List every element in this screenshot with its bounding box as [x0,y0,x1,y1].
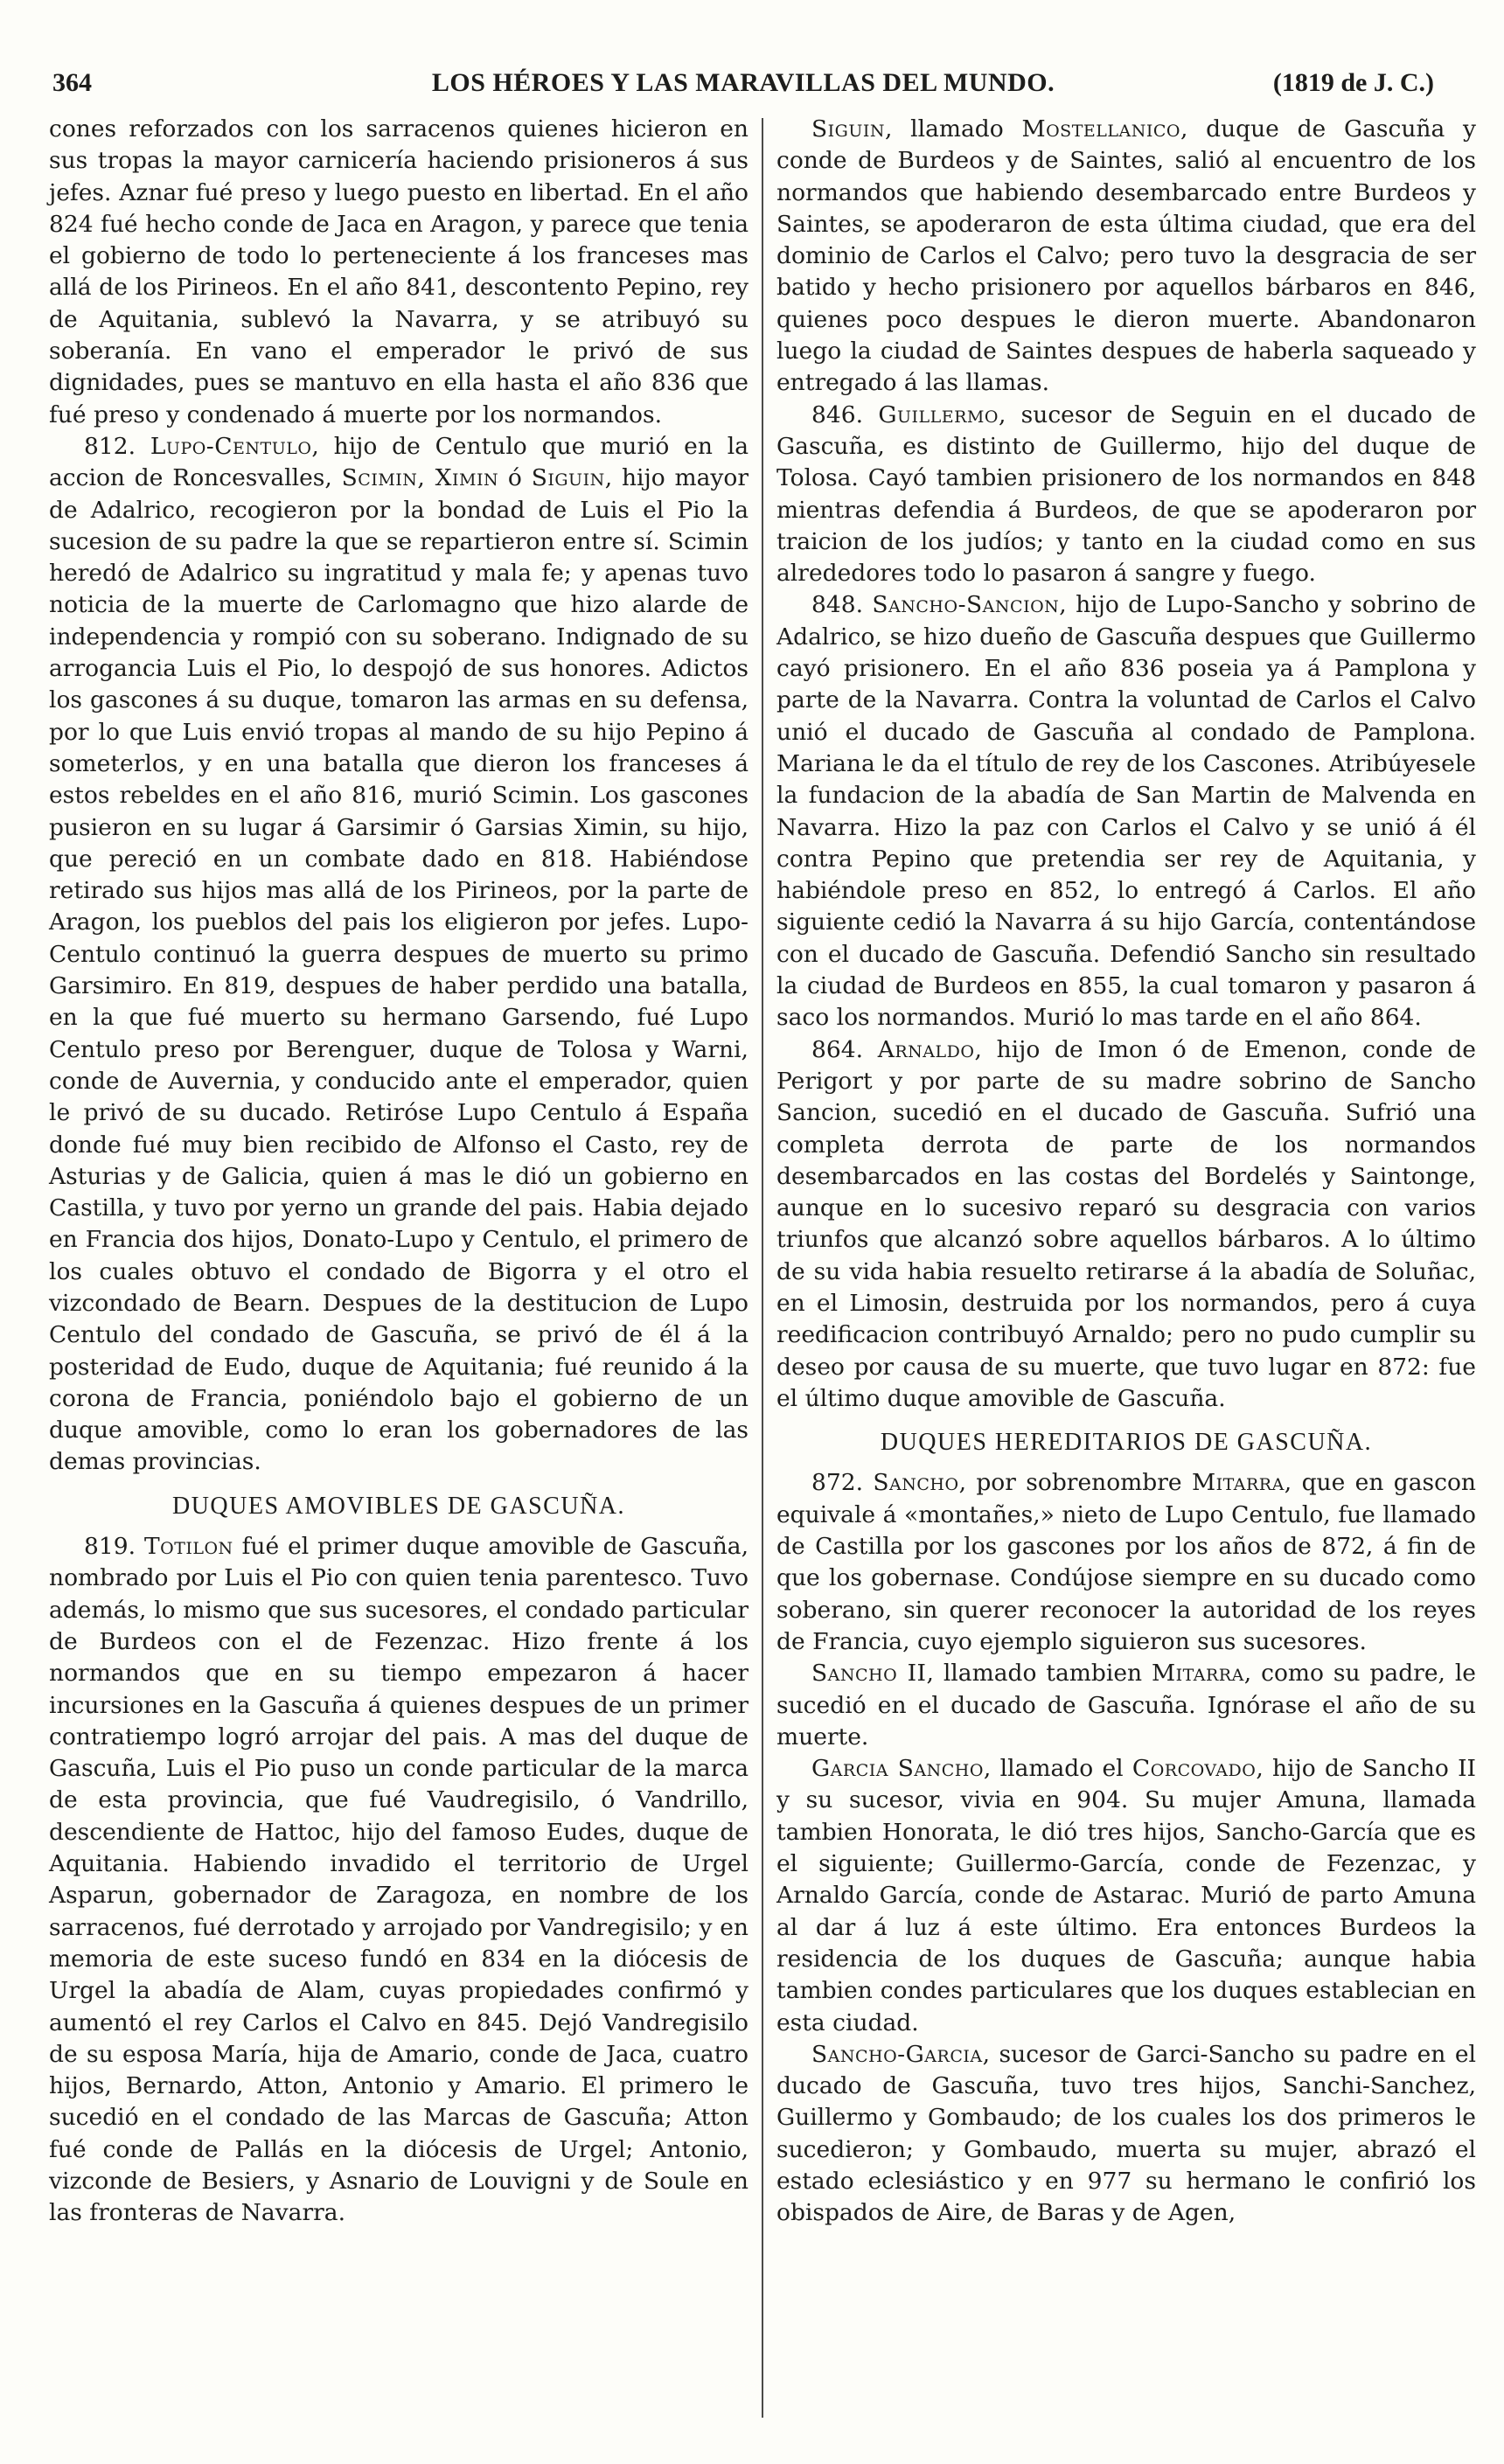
page-header [52,59,1434,103]
paragraph-text: , llamado el [983,1755,1124,1783]
paragraph-text: , hijo de Lupo-Sancho y sobrino de Adalrico, se hizo dueño de Gascuña despues que Guillermo cayó prisionero. En el año 836 poseia ya á Pamplona y parte de la Navarra. Contra la voluntad de Carlos el Calvo unió el ducado de Gascuña al condado de Pamplona. Mariana le da el título de rey de los Cascones. Atribúyesele la fundacion de la abadía de San Martin de Malvenda en Navarra. Hizo la paz con Carlos el Calvo y se unió á él contra Pepino que pretendia ser rey de Aquitania, y habiéndole preso en 852, lo entregó á Carlos. El año siguiente cedió la Navarra á su hijo García, contentándose con el ducado de Gascuña. Defendió Sancho sin resultado la ciudad de Burdeos en 855, la cual tomaron y pasaron á saco los normandos. Murió lo mas tarde en el año 864. [776,591,1476,1032]
paragraph [776,1467,1476,1658]
paragraph-text: , como su padre, le sucedió en el ducado de Gascuña. Ignórase el año de su muerte. [776,1660,1476,1751]
paragraph [776,1658,1476,1753]
person-name: Garcia Sancho [811,1755,984,1783]
paragraph-text: ó [498,464,522,492]
person-name: Guillermo [878,400,999,428]
paragraph [776,1753,1476,2039]
paragraph-text: fué el primer duque amovible de Gascuña, nombrado por Luis el Pio con quien tenia parentesco. Tuvo además, lo mismo que sus sucesores, el condado particular de Burdeos con el de Fezenzac. Hizo frente á los normandos que en su tiempo empezaron á hacer incursiones en la Gascuña á quienes despues de un primer contratiempo logró arrojar del pais. A mas del duque de Gascuña, Luis el Pio puso un conde particular de la marca de esta provincia, que fué Vaudregisilo, ó Vandrillo, descendiente de Hattoc, hijo del famoso Eudes, duque de Aquitania. Habiendo invadido el territorio de Urgel Asparun, gobernador de Zaragoza, en nombre de los sarracenos, fué derrotado y arrojado por Vandregisilo; y en memoria de este suceso fundó en 834 en la diócesis de Urgel la abadía de Alam, cuyas propiedades confirmó y aumentó el rey Carlos el Calvo en 845. Dejó Vandregisilo de su esposa María, hija de Amario, conde de Jaca, cuatro hijos, Bernardo, Atton, Antonio y Amario. El primero le sucedió en el condado de las Marcas de Gascuña; Atton fué conde de Pallás en la diócesis de Urgel; Antonio, vizconde de Besiers, y Asnario de Louvigni y de Soule en las fronteras de Navarra. [49,1533,749,2227]
running-title: LOS HÉROES Y LAS MARAVILLAS DEL MUNDO. [431,68,1055,97]
entry-number: 819. [84,1533,136,1561]
paragraph [776,2039,1476,2230]
paragraph-text: , llamado tambien [926,1660,1143,1688]
person-name: Sancho [873,1469,959,1497]
paragraph-text: , que en gascon equivale á «montañes,» nieto de Lupo Centulo, fue llamado de Castilla por los gascones por los años de 872, á fin de que los gobernase. Condújose siempre en su ducado como soberano, sin querer reconocer la autoridad de los reyes de Francia, cuyo ejemplo siguieron sus sucesores. [776,1469,1476,1655]
paragraph-text: , sucesor de Garci-Sancho su padre en el ducado de Gascuña, tuvo tres hijos, Sanchi-Sanchez, Guillermo y Gombaudo; de los cuales los dos primeros le sucedieron; y Gombaudo, muerta su mujer, abrazó el estado eclesiástico y en 977 su hermano le confirió los obispados de Aire, de Baras y de Agen, [776,2040,1476,2227]
entry-number: 872. [811,1469,864,1497]
column-divider [762,118,763,2418]
paragraph-text: , hijo de Imon ó de Emenon, conde de Perigort y por parte de su madre sobrino de Sancho Sancion, sucedió en el ducado de Gascuña. Sufrió una completa derrota de parte de los normandos desembarcados en las costas del Bordelés y Saintonge, aunque en lo sucesivo reparó su desgracia con varios triunfos que alcanzó sobre aquellos bárbaros. A lo último de su vida habia resuelto retirarse á la abadía de Soluñac, en el Limosin, destruida por los normandos, pero á cuya reedificacion contribuyó Arnaldo; pero no pudo cumplir su deseo por causa de su muerte, que tuvo lugar en 872: fue el último duque amovible de Gascuña. [776,1035,1476,1412]
entry-number: 846. [811,400,864,428]
person-name: Sancho II [811,1660,927,1688]
person-name: Sancho-Sancion [872,591,1060,619]
paragraph: cones reforzados con los sarracenos quienes hicieron en sus tropas la mayor carnicería haciendo prisioneros á sus jefes. Aznar fué preso y luego puesto en libertad. En el año 824 fué hecho conde de Jaca en Aragon, y parece que tenia el gobierno de todo lo perteneciente á los franceses mas allá de los Pirineos. En el año 841, descontento Pepino, rey de Aquitania, sublevó la Navarra, y se atribuyó su soberanía. En vano el emperador le privó de sus dignidades, pues se mantuvo en ella hasta el año 836 que fué preso y condenado á muerte por los normandos. [49,115,749,428]
person-name: Lupo-Centulo [150,432,312,460]
person-name: Arnaldo [877,1035,975,1063]
left-column [49,114,749,2230]
paragraph [776,114,1476,400]
paragraph [776,589,1476,1034]
section-heading: DUQUES AMOVIBLES DE GASCUÑA. [171,1492,626,1520]
running-date: (1819 de J. C.) [1272,68,1434,97]
entry-number: 864. [811,1035,864,1063]
paragraph [49,431,749,1479]
paragraph-text: , hijo mayor de Adalrico, recogieron por la bondad de Luis el Pio la sucesion de su padre la que se repartieron entre sí. Scimin heredó de Adalrico su ingratitud y mala fe; y apenas tuvo noticia de la muerte de Carlomagno que hizo alarde de independencia y rompió con su soberano. Indignado de su arrogancia Luis el Pio, lo despojó de sus honores. Adictos los gascones á su duque, tomaron las armas en su defensa, por lo que Luis envió tropas al mando de su hijo Pepino á someterlos, y en una batalla que dieron los franceses á estos rebeldes en el año 816, murió Scimin. Los gascones pusieron en su lugar á Garsimir ó Garsias Ximin, su hijo, que pereció en un combate dado en 818. Habiéndose retirado sus hijos mas allá de los Pirineos, por la parte de Aragon, los pueblos del pais los eligieron por jefes. Lupo-Centulo continuó la guerra despues de muerto su primo Garsimiro. En 819, despues de haber perdido una batalla, en la que fué muerto su hermano Garsendo, fué Lupo Centulo preso por Berenguer, duque de Tolosa y Warni, conde de Auvernia, y conducido ante el emperador, quien le privó de su ducado. Retiróse Lupo Centulo á España donde fué muy bien recibido de Alfonso el Casto, rey de Asturias y de Galicia, quien á mas le dió un gobierno en Castilla, y tuvo por yerno un grande del pais. Habia dejado en Francia dos hijos, Donato-Lupo y Centulo, el primero de los cuales obtuvo el condado de Bigorra y el otro el vizcondado de Bearn. Despues de la destitucion de Lupo Centulo del condado de Gascuña, se privó de él á la posteridad de Eudo, duque de Aquitania; fué reunido á la corona de Francia, poniéndolo bajo el gobierno de un duque amovible, como lo eran los gobernadores de las demas provincias. [49,464,749,1476]
paragraph-text: , llamado [884,115,1004,143]
person-name: Siguin [531,464,605,492]
person-name: Mitarra [1151,1660,1244,1688]
paragraph [776,1034,1476,1416]
entry-number: 812. [84,432,136,460]
paragraph-text: , sucesor de Seguin en el ducado de Gascuña, es distinto de Guillermo, hijo del duque de Tolosa. Cayó tambien prisionero de los normandos en 848 mientras defendia á Burdeos, de que se apoderaron por traicion de los judíos; y tanto en la ciudad como en sus alrededores todo lo pasaron á sangre y fuego. [776,400,1476,588]
person-name: Mostellanico [1021,115,1180,143]
paragraph-text: , hijo de Centulo que murió en la accion de Roncesvalles, [49,432,749,492]
paragraph [49,1531,749,2230]
paragraph [776,400,1476,590]
person-name: Scimin, Ximin [341,464,499,492]
right-column [776,114,1476,2230]
paragraph-text: , hijo de Sancho II y su sucesor, vivia en 904. Su mujer Amuna, llamada tambien Honorata, le dió tres hijos, Sancho-García que es el siguiente; Guillermo-García, conde de Fezenzac, y Arnaldo García, conde de Astarac. Murió de parto Amuna al dar á luz á este último. Era entonces Burdeos la residencia de los duques de Gascuña; aunque habia tambien condes particulares que los duques establecian en esta ciudad. [776,1755,1476,2036]
person-name: Totilon [143,1533,233,1561]
person-name: Siguin [811,115,885,143]
entry-number: 848. [811,591,864,619]
person-name: Mitarra [1191,1469,1285,1497]
paragraph-text: , duque de Gascuña y conde de Burdeos y de Saintes, salió al encuentro de los normandos que habiendo desembarcado entre Burdeos y Saintes, se apoderaron de esta última ciudad, que era del dominio de Carlos el Calvo; pero tuvo la desgracia de ser batido y hecho prisionero por aquellos bárbaros en 846, quienes poco despues le dieron muerte. Abandonaron luego la ciudad de Saintes despues de haberla saqueado y entregado á las llamas. [776,115,1476,397]
section-heading: DUQUES HEREDITARIOS DE GASCUÑA. [880,1429,1373,1457]
page-number: 364 [52,68,92,97]
paragraph-text: , por sobrenombre [958,1469,1182,1497]
person-name: Sancho-Garcia [811,2040,983,2068]
person-name: Corcovado [1131,1755,1257,1783]
